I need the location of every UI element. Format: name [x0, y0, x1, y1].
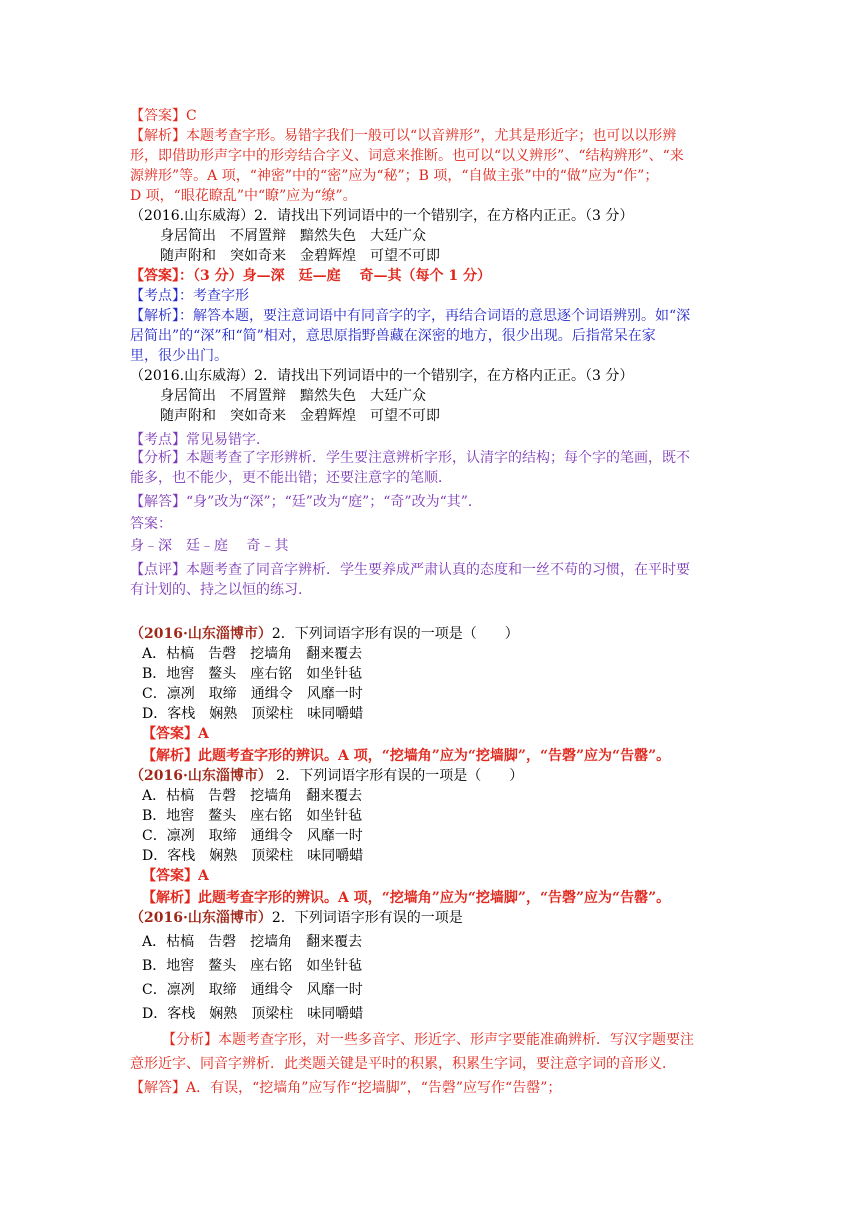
- question-line: [130, 908, 463, 928]
- question-source: （2016·山东淄博市）: [130, 626, 272, 642]
- fenxi-line: 【分析】本题考查字形，对一些多音字、形近字、形声字要能准确辨析．写汉字题要注: [162, 1032, 694, 1048]
- option-d: D．客栈 娴熟 顶梁柱 味同嚼蜡: [142, 848, 364, 864]
- question-line: （2016.山东威海）2．请找出下列词语中的一个错别字，在方格内正正。（3 分）: [130, 208, 634, 224]
- answer-line: 【答案】A: [142, 868, 209, 884]
- fenxi-line: 能多，也不能少，更不能出错；还要注意字的笔顺．: [130, 470, 452, 486]
- question-line: （2016.山东威海）2．请找出下列词语中的一个错别字，在方格内正正。（3 分）: [130, 368, 634, 384]
- analysis-line: 【解析】：解答本题，要注意词语中有同音字的字，再结合词语的意思逐个词语辨别。如“深: [130, 308, 691, 324]
- answer-line: 【答案】：（3 分）身—深 廷—庭 奇—其（每个 1 分）: [130, 268, 491, 284]
- option-d: D．客栈 娴熟 顶梁柱 味同嚼蜡: [142, 1006, 364, 1022]
- kaodian-line: 【考点】：考查字形: [130, 288, 249, 304]
- fenxi-line: 意形近字、同音字辨析．此类题关键是平时的积累，积累生字词，要注意字词的音形义．: [130, 1056, 676, 1072]
- dianping-line: 【点评】本题考查了同音字辨析．学生要养成严肃认真的态度和一丝不苟的习惯，在平时要: [130, 562, 690, 578]
- word-row: 随声附和 突如奇来 金碧辉煌 可望不可即: [160, 248, 440, 264]
- fenxi-line: 【分析】本题考查了字形辨析．学生要注意辨析字形，认清字的结构；每个字的笔画，既不: [130, 450, 690, 466]
- option-c: C．凛冽 取缔 通缉令 风靡一时: [142, 686, 363, 702]
- option-b: B．地窖 鳌头 座右铭 如坐针毡: [142, 958, 363, 974]
- analysis-line: 源辨形”等。A 项，“神密”中的“密”应为“秘”；B 项，“自做主张”中的“做”应为“作”；: [130, 168, 659, 184]
- question-source: （2016·山东淄博市）: [130, 910, 272, 926]
- analysis-line: 【解析】此题考查字形的辨识。A 项，“挖墙角”应为“挖墙脚”，“告磬”应为“告罄”。: [142, 748, 671, 764]
- dianping-line: 有计划的、持之以恒的练习．: [130, 582, 312, 598]
- answer-line: 【答案】A: [142, 726, 209, 742]
- word-row: 随声附和 突如奇来 金碧辉煌 可望不可即: [160, 408, 440, 424]
- option-a: A．枯槁 告磬 挖墙角 翻来覆去: [142, 934, 363, 950]
- option-b: B．地窖 鳌头 座右铭 如坐针毡: [142, 666, 363, 682]
- answer-text: 身﹣深 廷﹣庭 奇﹣其: [130, 538, 289, 554]
- option-c: C．凛冽 取缔 通缉令 风靡一时: [142, 982, 363, 998]
- word-row: 身居简出 不屑置辩 黯然失色 大廷广众: [160, 228, 426, 244]
- answer-label: 答案：: [130, 516, 172, 532]
- analysis-line: 里，很少出门。: [130, 348, 228, 364]
- kaodian-line: 【考点】常见易错字．: [130, 432, 270, 448]
- answer-line: 【答案】C: [130, 108, 197, 124]
- analysis-line: 形，即借助形声字中的形旁结合字义、词意来推断。也可以“以义辨形”、“结构辨形”、“来: [130, 148, 684, 164]
- analysis-line: 【解析】本题考查字形。易错字我们一般可以“以音辨形”，尤其是形近字；也可以以形辨: [130, 128, 677, 144]
- option-c: C．凛冽 取缔 通缉令 风靡一时: [142, 828, 363, 844]
- option-a: A．枯槁 告磬 挖墙角 翻来覆去: [142, 646, 363, 662]
- option-d: D．客栈 娴熟 顶梁柱 味同嚼蜡: [142, 706, 364, 722]
- question-text: 2．下列词语字形有误的一项是（ ）: [271, 768, 524, 784]
- question-text: 2．下列词语字形有误的一项是（ ）: [271, 626, 519, 642]
- jieda-line: 【解答】“身”改为“深”；“廷”改为“庭”；“奇”改为“其”．: [130, 494, 482, 510]
- analysis-line: D 项，“眼花瞭乱”中“瞭”应为“缭”。: [130, 188, 357, 204]
- question-source: （2016·山东淄博市）: [130, 768, 272, 784]
- question-line: [130, 624, 519, 644]
- question-text: 2．下列词语字形有误的一项是: [271, 910, 463, 926]
- option-a: A．枯槁 告磬 挖墙角 翻来覆去: [142, 788, 363, 804]
- word-row: 身居简出 不屑置辩 黯然失色 大廷广众: [160, 388, 426, 404]
- question-line: [130, 766, 523, 786]
- jieda-line: 【解答】A．有误，“挖墙角”应写作“挖墙脚”，“告磬”应写作“告罄”；: [130, 1080, 562, 1096]
- option-b: B．地窖 鳌头 座右铭 如坐针毡: [142, 808, 363, 824]
- analysis-line: 居简出”的“深”和“简”相对，意思原指野兽藏在深密的地方，很少出现。后指常呆在家: [130, 328, 656, 344]
- analysis-line: 【解析】此题考查字形的辨识。A 项，“挖墙角”应为“挖墙脚”，“告磬”应为“告罄”。: [142, 890, 671, 906]
